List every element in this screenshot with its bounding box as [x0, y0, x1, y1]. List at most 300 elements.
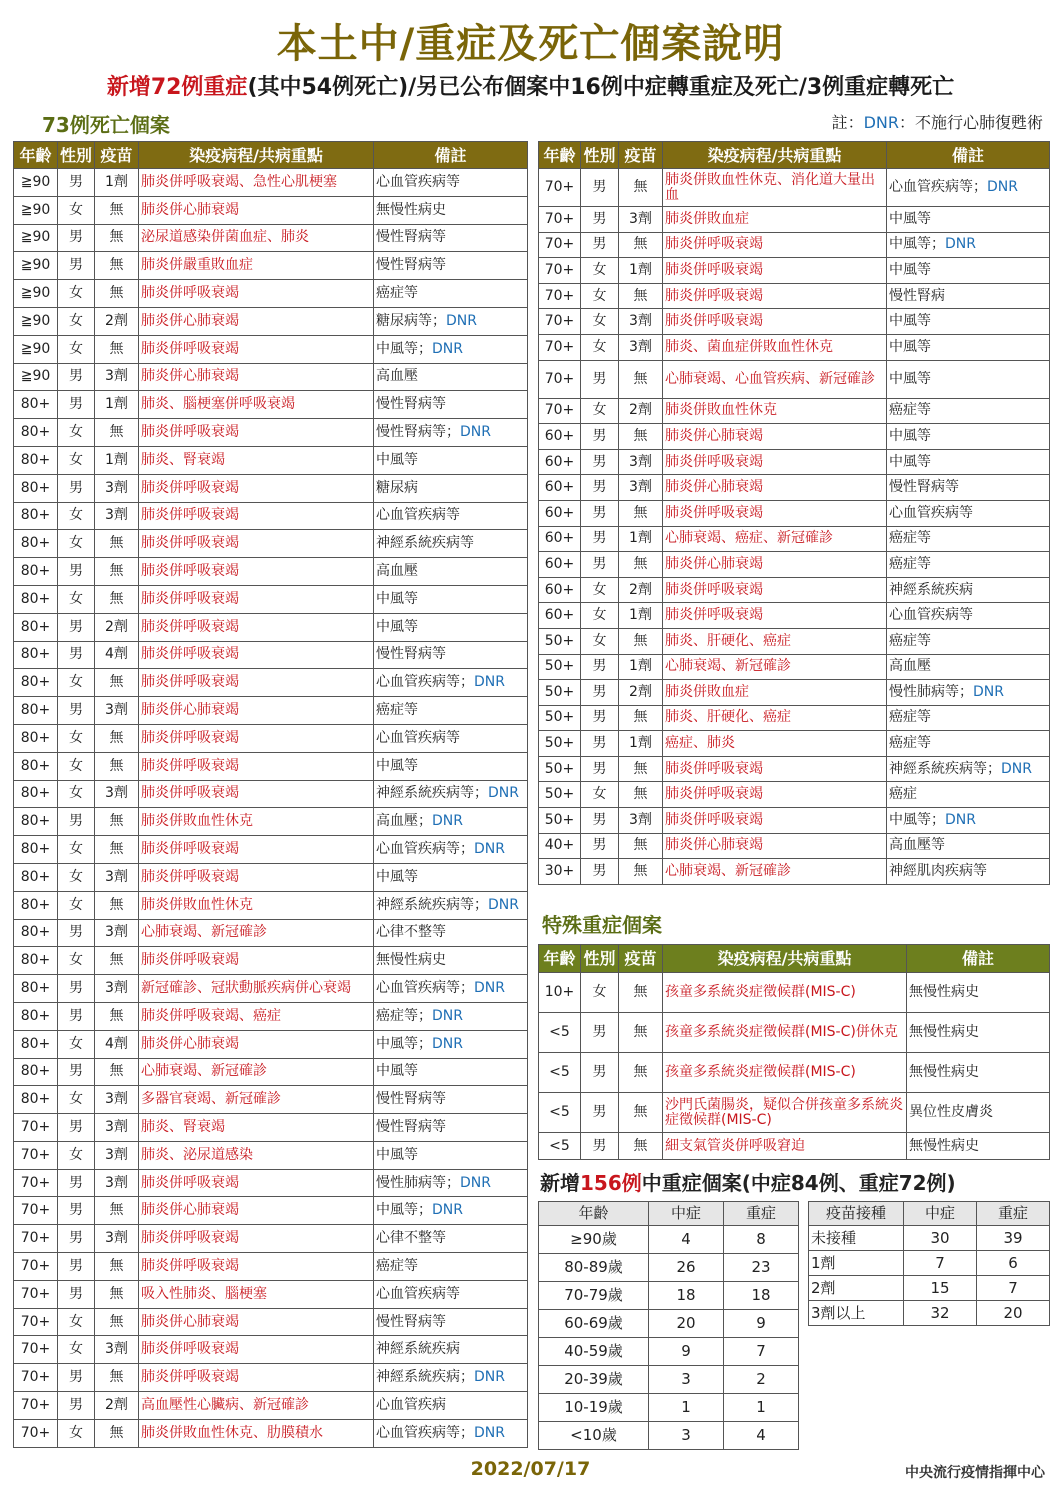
cause-cell: 心肺衰竭、新冠確診	[663, 859, 887, 885]
vaccine-cell: 無	[619, 1133, 663, 1160]
age-cell: 70+	[14, 1114, 58, 1142]
table-row	[539, 731, 1050, 757]
remark-text: 心血管疾病	[376, 1396, 446, 1413]
age-cell: <5	[539, 1053, 581, 1093]
remark-cell	[887, 334, 1050, 360]
age-cell: 50+	[539, 628, 581, 654]
column-header: 疫苗	[619, 142, 663, 169]
sex-cell: 男	[58, 919, 95, 947]
column-header: 年齡	[539, 945, 581, 973]
stat-cell: 4	[649, 1226, 724, 1254]
remark-text: 糖尿病等；	[376, 312, 446, 329]
cause-cell: 肺炎併呼吸衰竭	[663, 449, 887, 475]
remark-text: 中風等；	[376, 340, 432, 357]
table-row	[14, 1308, 528, 1336]
remark-cell	[887, 360, 1050, 398]
remark-cell	[374, 752, 528, 780]
dnr-tag: DNR	[432, 1007, 463, 1024]
note-prefix: 註：	[831, 113, 864, 132]
dnr-tag: DNR	[973, 683, 1004, 700]
sex-cell: 男	[581, 360, 619, 398]
note-dnr: DNR	[863, 113, 899, 132]
remark-text: 心律不整等	[376, 924, 446, 941]
dnr-tag: DNR	[432, 1202, 463, 1219]
remark-cell	[374, 613, 528, 641]
age-cell: 80+	[14, 1002, 58, 1030]
dnr-tag: DNR	[432, 340, 463, 357]
remark-cell	[374, 1114, 528, 1142]
sex-cell: 女	[58, 446, 95, 474]
remark-text: 中風等	[889, 427, 931, 444]
remark-text: 神經系統疾病等	[376, 535, 474, 552]
sex-cell: 女	[58, 335, 95, 363]
vaccine-cell: 無	[95, 947, 139, 975]
sex-cell: 女	[581, 973, 619, 1013]
vaccine-cell: 無	[619, 973, 663, 1013]
age-cell: 80+	[14, 919, 58, 947]
remark-text: 慢性腎病	[889, 287, 945, 304]
column-header: 重症	[724, 1202, 799, 1226]
table-row	[539, 756, 1050, 782]
remark-text: 無慢性病史	[909, 1024, 979, 1040]
remark-cell	[374, 891, 528, 919]
vaccine-cell: 3劑	[95, 1169, 139, 1197]
column-header: 備註	[374, 142, 528, 169]
age-cell: 70+	[539, 207, 581, 233]
remark-text: 神經系統疾病	[889, 581, 973, 598]
stat-cell: 30	[904, 1226, 977, 1251]
remark-cell	[374, 1030, 528, 1058]
remark-text: 高血壓	[376, 563, 418, 580]
remark-cell	[374, 724, 528, 752]
remark-text: 慢性腎病等	[376, 396, 446, 413]
remark-cell	[374, 446, 528, 474]
table-row	[539, 552, 1050, 578]
dnr-tag: DNR	[474, 674, 505, 691]
dnr-tag: DNR	[474, 980, 505, 996]
subtitle-highlight: 新增72例重症	[106, 75, 248, 100]
age-cell: 30+	[539, 859, 581, 885]
age-cell: 80+	[14, 891, 58, 919]
table-row	[14, 530, 528, 558]
remark-cell	[374, 558, 528, 586]
remark-text: 慢性肺病等；	[889, 683, 973, 700]
table-row	[539, 283, 1050, 309]
table-row	[809, 1251, 1050, 1276]
vaccine-cell: 無	[95, 669, 139, 697]
column-header: 中症	[904, 1202, 977, 1226]
sex-cell: 男	[581, 552, 619, 578]
remark-cell	[907, 1093, 1050, 1133]
sex-cell: 男	[58, 558, 95, 586]
remark-cell	[374, 1141, 528, 1169]
stat-cell: 2	[724, 1366, 799, 1394]
sex-cell: 女	[581, 603, 619, 629]
cause-cell: 肺炎併呼吸衰竭	[663, 808, 887, 834]
remark-cell	[887, 424, 1050, 450]
sex-cell: 男	[58, 224, 95, 252]
vaccine-cell: 1劑	[95, 446, 139, 474]
cause-cell: 肺炎併呼吸衰竭	[663, 309, 887, 335]
cause-cell: 肺炎併呼吸衰竭	[139, 585, 374, 613]
cause-cell: 肺炎併呼吸衰竭	[663, 500, 887, 526]
age-cell: 80+	[14, 752, 58, 780]
stat-cell: 20-39歲	[539, 1366, 649, 1394]
age-cell: ≧90	[14, 252, 58, 280]
remark-cell	[374, 224, 528, 252]
vaccine-cell: 3劑	[619, 475, 663, 501]
vaccine-cell: 無	[95, 335, 139, 363]
remark-text: 慢性腎病等	[376, 646, 446, 663]
age-cell: 70+	[14, 1169, 58, 1197]
age-cell: 80+	[14, 558, 58, 586]
table-row	[539, 1282, 799, 1310]
age-cell: 80+	[14, 419, 58, 447]
remark-cell	[374, 1002, 528, 1030]
vaccine-cell: 3劑	[95, 697, 139, 725]
remark-cell	[374, 1197, 528, 1225]
cause-cell: 肺炎、肝硬化、癌症	[663, 705, 887, 731]
remark-cell	[887, 654, 1050, 680]
sex-cell: 女	[58, 502, 95, 530]
sex-cell: 女	[58, 863, 95, 891]
cause-cell: 心肺衰竭、癌症、新冠確診	[663, 526, 887, 552]
cause-cell: 肺炎併呼吸衰竭	[139, 641, 374, 669]
vaccine-cell: 無	[95, 752, 139, 780]
sex-cell: 男	[58, 1253, 95, 1281]
vaccine-cell: 3劑	[95, 363, 139, 391]
vaccine-cell: 1劑	[95, 391, 139, 419]
age-cell: 80+	[14, 585, 58, 613]
remark-text: 無慢性病史	[909, 984, 979, 1000]
remark-text: 心血管疾病等	[376, 507, 460, 524]
table-row	[539, 603, 1050, 629]
sex-cell: 女	[58, 1419, 95, 1447]
table-row	[14, 1058, 528, 1086]
age-cell: 50+	[539, 731, 581, 757]
vaccine-cell: 無	[95, 585, 139, 613]
age-cell: 50+	[539, 654, 581, 680]
table-row	[14, 863, 528, 891]
age-cell: ≧90	[14, 280, 58, 308]
vaccine-cell: 3劑	[95, 502, 139, 530]
column-header: 疫苗	[619, 945, 663, 973]
sex-cell: 男	[58, 1002, 95, 1030]
age-cell: 80+	[14, 697, 58, 725]
cause-cell: 肺炎併心肺衰竭	[139, 307, 374, 335]
cause-cell: 肺炎、肝硬化、癌症	[663, 628, 887, 654]
table-row	[14, 1280, 528, 1308]
remark-cell	[374, 1336, 528, 1364]
cause-cell: 肺炎併呼吸衰竭	[139, 1336, 374, 1364]
page-title: 本土中/重症及死亡個案說明	[276, 21, 785, 67]
vaccine-cell: 2劑	[619, 398, 663, 424]
table-row	[14, 446, 528, 474]
vaccine-cell: 無	[619, 1053, 663, 1093]
stat-cell: 6	[977, 1251, 1050, 1276]
column-header: 年齡	[539, 142, 581, 169]
sex-cell: 男	[58, 1280, 95, 1308]
vaccine-cell: 無	[95, 280, 139, 308]
cause-cell: 肺炎併心肺衰竭	[139, 196, 374, 224]
table-row	[539, 859, 1050, 885]
vaccine-cell: 2劑	[95, 1392, 139, 1420]
remark-text: 神經系統疾病等；	[376, 896, 488, 913]
stat-cell: 80-89歲	[539, 1254, 649, 1282]
vaccine-cell: 無	[95, 1364, 139, 1392]
vaccine-cell: 無	[95, 1280, 139, 1308]
remark-text: 無慢性病史	[376, 952, 446, 969]
cause-cell: 肺炎併呼吸衰竭、急性心肌梗塞	[139, 169, 374, 197]
vaccine-cell: 無	[95, 252, 139, 280]
table-row	[809, 1276, 1050, 1301]
sex-cell: 男	[581, 1053, 619, 1093]
vaccine-cell: 無	[619, 1093, 663, 1133]
remark-cell	[887, 680, 1050, 706]
vaccine-cell: 3劑	[95, 919, 139, 947]
remark-text: 癌症等	[889, 555, 931, 572]
table-row	[14, 1086, 528, 1114]
remark-text: 心血管疾病等；	[376, 980, 474, 996]
cause-cell: 細支氣管炎併呼吸窘迫	[663, 1133, 907, 1160]
column-header: 疫苗	[95, 142, 139, 169]
table-row	[14, 697, 528, 725]
sex-cell: 男	[581, 833, 619, 859]
remark-cell	[887, 169, 1050, 207]
cause-cell: 肺炎、腎衰竭	[139, 1114, 374, 1142]
remark-cell	[374, 1169, 528, 1197]
age-cell: ≧90	[14, 169, 58, 197]
vaccine-cell: 3劑	[619, 808, 663, 834]
deaths-section-label: 73例死亡個案	[42, 113, 170, 137]
vaccine-cell: 3劑	[95, 474, 139, 502]
vaccine-cell: 3劑	[95, 1114, 139, 1142]
vaccine-cell: 3劑	[619, 207, 663, 233]
vaccine-cell: 1劑	[619, 603, 663, 629]
age-cell: 70+	[14, 1392, 58, 1420]
remark-text: 癌症等	[376, 285, 418, 302]
column-header: 年齡	[539, 1202, 649, 1226]
cause-cell: 肺炎併心肺衰竭	[663, 475, 887, 501]
sex-cell: 男	[58, 1197, 95, 1225]
stat-cell: 9	[649, 1338, 724, 1366]
age-cell: 60+	[539, 526, 581, 552]
remark-cell	[374, 1086, 528, 1114]
stat-cell: 7	[904, 1251, 977, 1276]
sex-cell: 男	[58, 391, 95, 419]
stat-cell: 15	[904, 1276, 977, 1301]
vaccine-cell: 無	[619, 424, 663, 450]
remark-text: 神經系統疾病	[376, 1341, 460, 1358]
vaccine-stats-table	[808, 1201, 1050, 1326]
stat-cell: 70-79歲	[539, 1282, 649, 1310]
cause-cell: 肺炎併呼吸衰竭	[139, 780, 374, 808]
remark-cell	[374, 1419, 528, 1447]
cause-cell: 肺炎併敗血性休克	[139, 808, 374, 836]
remark-cell	[374, 502, 528, 530]
dnr-tag: DNR	[987, 179, 1018, 195]
age-cell: 70+	[539, 283, 581, 309]
remark-text: 心血管疾病等；	[376, 1424, 474, 1441]
cause-cell: 肺炎併心肺衰竭	[663, 424, 887, 450]
table-row	[14, 280, 528, 308]
table-row	[539, 1053, 1050, 1093]
age-cell: 70+	[14, 1253, 58, 1281]
cause-cell: 肺炎併呼吸衰竭	[139, 558, 374, 586]
table-row	[539, 449, 1050, 475]
remark-text: 癌症等	[889, 709, 931, 726]
table-row	[539, 500, 1050, 526]
age-cell: 70+	[14, 1280, 58, 1308]
sex-cell: 男	[581, 731, 619, 757]
age-cell: 60+	[539, 500, 581, 526]
column-header: 備註	[887, 142, 1050, 169]
column-header: 備註	[907, 945, 1050, 973]
column-header: 染疫病程/共病重點	[663, 945, 907, 973]
table-row	[539, 628, 1050, 654]
stat-cell: 7	[977, 1276, 1050, 1301]
cause-cell: 肺炎併呼吸衰竭	[139, 530, 374, 558]
remark-text: 高血壓等	[889, 837, 945, 854]
cause-cell: 肺炎併心肺衰竭	[139, 1030, 374, 1058]
sex-cell: 女	[581, 782, 619, 808]
sex-cell: 男	[58, 1392, 95, 1420]
table-row	[14, 419, 528, 447]
sex-cell: 女	[581, 628, 619, 654]
remark-cell	[374, 1280, 528, 1308]
cause-cell: 肺炎併心肺衰竭	[139, 1197, 374, 1225]
remark-text: 中風等	[889, 453, 931, 470]
stat-cell: 18	[724, 1282, 799, 1310]
remark-text: 中風等	[376, 868, 418, 885]
stat-cell: 26	[649, 1254, 724, 1282]
stat-cell: 20	[977, 1301, 1050, 1326]
vaccine-cell: 無	[95, 558, 139, 586]
sex-cell: 女	[58, 307, 95, 335]
remark-cell	[374, 1225, 528, 1253]
column-header: 性別	[581, 945, 619, 973]
remark-cell	[887, 756, 1050, 782]
table-row	[539, 973, 1050, 1013]
age-cell: 80+	[14, 780, 58, 808]
remark-text: 癌症	[889, 786, 917, 803]
age-cell: 80+	[14, 808, 58, 836]
table-row	[14, 669, 528, 697]
remark-cell	[887, 398, 1050, 424]
sex-cell: 女	[58, 836, 95, 864]
table-row	[14, 808, 528, 836]
remark-cell	[374, 1392, 528, 1420]
age-cell: 80+	[14, 724, 58, 752]
vaccine-cell: 3劑	[95, 863, 139, 891]
cause-cell: 肺炎併呼吸衰竭	[139, 419, 374, 447]
sex-cell: 女	[58, 669, 95, 697]
age-cell: ≧90	[14, 307, 58, 335]
age-cell: 70+	[539, 398, 581, 424]
age-cell: 80+	[14, 391, 58, 419]
sex-cell: 女	[58, 1141, 95, 1169]
vaccine-cell: 3劑	[95, 780, 139, 808]
subtitle-rest: (其中54例死亡)/另已公布個案中16例中症轉重症及死亡/3例重症轉死亡	[247, 75, 955, 100]
sex-cell: 女	[581, 334, 619, 360]
remark-cell	[374, 252, 528, 280]
vaccine-cell: 無	[95, 530, 139, 558]
dnr-tag: DNR	[460, 424, 491, 441]
stat-cell: 3	[649, 1422, 724, 1450]
dnr-tag: DNR	[474, 841, 505, 858]
sex-cell: 男	[581, 207, 619, 233]
new-cases-count: 156例	[580, 1171, 642, 1195]
table-row	[14, 558, 528, 586]
table-row	[14, 1392, 528, 1420]
remark-text: 無慢性病史	[376, 201, 446, 218]
dnr-note	[832, 110, 1043, 133]
age-cell: 70+	[539, 309, 581, 335]
cause-cell: 肺炎併呼吸衰竭	[139, 752, 374, 780]
remark-text: 心律不整等	[376, 1230, 446, 1247]
table-row	[539, 782, 1050, 808]
vaccine-cell: 無	[95, 1197, 139, 1225]
cause-cell: 肺炎併呼吸衰竭	[663, 283, 887, 309]
table-row	[539, 232, 1050, 258]
cause-cell: 癌症、肺炎	[663, 731, 887, 757]
remark-cell	[374, 863, 528, 891]
sex-cell: 女	[58, 891, 95, 919]
age-cell: 70+	[14, 1364, 58, 1392]
stat-cell: 18	[649, 1282, 724, 1310]
cause-cell: 肺炎併呼吸衰竭	[663, 756, 887, 782]
remark-text: 癌症等	[889, 632, 931, 649]
sex-cell: 女	[58, 280, 95, 308]
sex-cell: 男	[58, 1169, 95, 1197]
sex-cell: 女	[58, 752, 95, 780]
remark-cell	[887, 552, 1050, 578]
table-row	[14, 169, 528, 197]
cause-cell: 肺炎併呼吸衰竭	[139, 947, 374, 975]
age-cell: 70+	[14, 1225, 58, 1253]
remark-cell	[907, 1013, 1050, 1053]
dnr-tag: DNR	[474, 1369, 505, 1386]
table-row	[14, 1141, 528, 1169]
cause-cell: 肺炎併心肺衰竭	[139, 697, 374, 725]
remark-text: 心血管疾病等	[376, 1285, 460, 1302]
age-cell: 80+	[14, 641, 58, 669]
table-row	[539, 1338, 799, 1366]
table-row	[14, 1002, 528, 1030]
vaccine-cell: 無	[619, 859, 663, 885]
vaccine-cell: 2劑	[619, 680, 663, 706]
age-cell: 80+	[14, 836, 58, 864]
table-row	[539, 1310, 799, 1338]
remark-text: 中風等	[376, 590, 418, 607]
table-row	[539, 1093, 1050, 1133]
sex-cell: 男	[58, 252, 95, 280]
table-row	[539, 424, 1050, 450]
remark-cell	[887, 283, 1050, 309]
remark-text: 中風等	[889, 210, 931, 227]
remark-text: 高血壓；	[376, 813, 432, 830]
sex-cell: 男	[581, 705, 619, 731]
remark-text: 心血管疾病等；	[376, 841, 474, 858]
remark-cell	[887, 782, 1050, 808]
special-section-label: 特殊重症個案	[542, 913, 662, 937]
dnr-tag: DNR	[945, 236, 976, 253]
vaccine-cell: 1劑	[619, 731, 663, 757]
cause-cell: 肺炎併敗血性休克、消化道大量出血	[663, 169, 887, 207]
age-cell: 70+	[539, 169, 581, 207]
cause-cell: 肺炎併呼吸衰竭	[663, 782, 887, 808]
vaccine-cell: 無	[619, 500, 663, 526]
